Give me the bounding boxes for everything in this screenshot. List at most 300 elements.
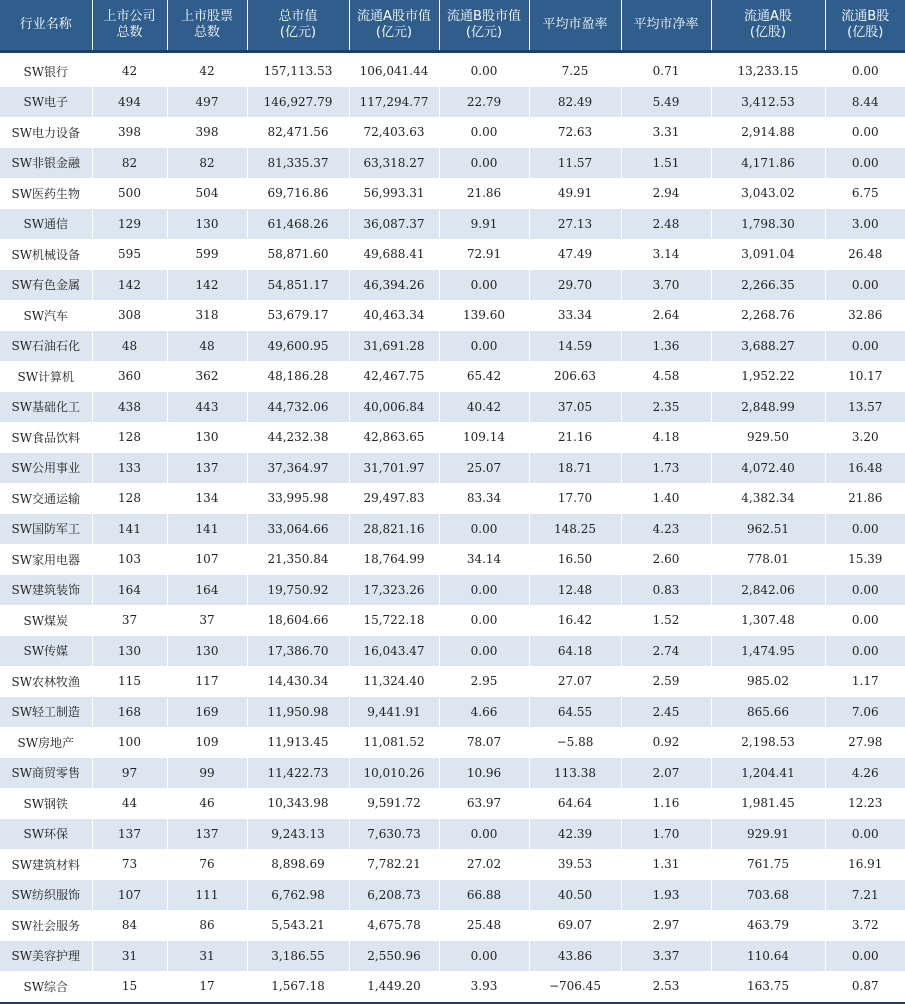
cell-listed-stocks: 134 [167,483,247,514]
cell-float-b-shares: 0.00 [825,575,905,606]
cell-avg-pe: 16.50 [529,544,621,575]
cell-float-a-shares: 865.66 [711,697,825,728]
cell-avg-pe: −706.45 [529,971,621,1003]
header-line: (亿股) [712,25,825,41]
cell-avg-pb: 0.83 [621,575,711,606]
cell-avg-pb: 0.71 [621,56,711,87]
table-row [0,758,905,789]
cell-total-market-cap: 157,113.53 [247,56,349,87]
table-row [0,819,905,850]
cell-float-b-cap: 25.07 [439,453,529,484]
cell-float-b-cap: 27.02 [439,849,529,880]
cell-industry-name: SW石油石化 [0,331,92,362]
cell-industry-name: SW建筑装饰 [0,575,92,606]
cell-total-market-cap: 9,243.13 [247,819,349,850]
cell-float-a-cap: 28,821.16 [349,514,439,545]
cell-float-b-cap: 0.00 [439,56,529,87]
cell-float-b-shares: 4.26 [825,758,905,789]
cell-float-a-shares: 2,268.76 [711,300,825,331]
cell-float-a-cap: 16,043.47 [349,636,439,667]
header-line: (亿元) [350,25,439,41]
cell-listed-stocks: 130 [167,422,247,453]
cell-industry-name: SW煤炭 [0,605,92,636]
cell-industry-name: SW综合 [0,971,92,1003]
cell-float-b-shares: 16.91 [825,849,905,880]
cell-float-b-shares: 12.23 [825,788,905,819]
cell-float-a-cap: 63,318.27 [349,148,439,179]
table-row [0,148,905,179]
header-line: 总数 [93,25,167,41]
cell-total-market-cap: 33,995.98 [247,483,349,514]
cell-listed-stocks: 42 [167,56,247,87]
cell-listed-stocks: 599 [167,239,247,270]
table-row [0,849,905,880]
table-row [0,117,905,148]
header-float-b-shares [825,0,905,52]
cell-float-a-cap: 31,701.97 [349,453,439,484]
cell-avg-pe: 42.39 [529,819,621,850]
cell-avg-pb: 2.48 [621,209,711,240]
cell-industry-name: SW非银金融 [0,148,92,179]
cell-avg-pb: 1.93 [621,880,711,911]
header-line: 平均市净率 [622,17,711,33]
cell-avg-pe: 16.42 [529,605,621,636]
cell-avg-pb: 4.23 [621,514,711,545]
cell-listed-stocks: 46 [167,788,247,819]
cell-float-b-cap: 0.00 [439,331,529,362]
table-row [0,300,905,331]
table-row [0,453,905,484]
cell-total-market-cap: 5,543.21 [247,910,349,941]
cell-listed-stocks: 99 [167,758,247,789]
cell-listed-stocks: 107 [167,544,247,575]
cell-float-b-shares: 27.98 [825,727,905,758]
cell-float-b-shares: 3.20 [825,422,905,453]
cell-listed-companies: 115 [92,666,167,697]
cell-avg-pb: 1.36 [621,331,711,362]
cell-listed-companies: 84 [92,910,167,941]
cell-listed-stocks: 130 [167,209,247,240]
cell-float-b-shares: 3.72 [825,910,905,941]
header-float-a-shares [711,0,825,52]
cell-float-a-cap: 11,081.52 [349,727,439,758]
cell-total-market-cap: 37,364.97 [247,453,349,484]
cell-float-a-shares: 761.75 [711,849,825,880]
cell-listed-stocks: 497 [167,87,247,118]
cell-avg-pe: 27.07 [529,666,621,697]
cell-avg-pb: 4.58 [621,361,711,392]
cell-avg-pb: 1.16 [621,788,711,819]
cell-industry-name: SW交通运输 [0,483,92,514]
cell-float-b-cap: 65.42 [439,361,529,392]
cell-avg-pe: 11.57 [529,148,621,179]
cell-avg-pe: 72.63 [529,117,621,148]
header-line: 平均市盈率 [530,17,621,33]
table-row [0,422,905,453]
header-line: (亿元) [248,25,349,41]
cell-float-a-cap: 1,449.20 [349,971,439,1003]
cell-float-b-cap: 0.00 [439,148,529,179]
cell-industry-name: SW医药生物 [0,178,92,209]
cell-industry-name: SW纺织服饰 [0,880,92,911]
cell-listed-stocks: 117 [167,666,247,697]
cell-listed-stocks: 76 [167,849,247,880]
cell-float-b-cap: 10.96 [439,758,529,789]
cell-float-b-shares: 10.17 [825,361,905,392]
cell-float-b-cap: 72.91 [439,239,529,270]
cell-total-market-cap: 81,335.37 [247,148,349,179]
cell-listed-companies: 141 [92,514,167,545]
cell-float-a-shares: 778.01 [711,544,825,575]
cell-industry-name: SW公用事业 [0,453,92,484]
cell-float-a-shares: 1,307.48 [711,605,825,636]
cell-float-a-shares: 13,233.15 [711,56,825,87]
cell-avg-pe: 7.25 [529,56,621,87]
cell-total-market-cap: 49,600.95 [247,331,349,362]
table-row [0,941,905,972]
cell-avg-pe: 64.18 [529,636,621,667]
cell-avg-pb: 5.49 [621,87,711,118]
cell-listed-stocks: 137 [167,453,247,484]
cell-avg-pb: 1.40 [621,483,711,514]
cell-listed-stocks: 130 [167,636,247,667]
table-row [0,636,905,667]
cell-float-b-cap: 0.00 [439,575,529,606]
cell-avg-pe: 47.49 [529,239,621,270]
cell-avg-pe: 33.34 [529,300,621,331]
cell-avg-pb: 1.73 [621,453,711,484]
header-row [0,0,905,52]
table-row [0,788,905,819]
cell-float-a-shares: 1,981.45 [711,788,825,819]
cell-listed-stocks: 504 [167,178,247,209]
cell-float-a-shares: 929.91 [711,819,825,850]
cell-avg-pb: 1.52 [621,605,711,636]
cell-float-b-shares: 0.00 [825,514,905,545]
header-line: 总市值 [248,9,349,25]
cell-float-b-shares: 6.75 [825,178,905,209]
cell-float-b-cap: 0.00 [439,636,529,667]
cell-total-market-cap: 44,732.06 [247,392,349,423]
cell-float-a-shares: 3,688.27 [711,331,825,362]
cell-avg-pe: 29.70 [529,270,621,301]
cell-total-market-cap: 21,350.84 [247,544,349,575]
cell-avg-pe: 17.70 [529,483,621,514]
cell-industry-name: SW电子 [0,87,92,118]
cell-listed-companies: 398 [92,117,167,148]
cell-float-a-cap: 117,294.77 [349,87,439,118]
cell-float-b-cap: 34.14 [439,544,529,575]
cell-float-b-cap: 40.42 [439,392,529,423]
cell-total-market-cap: 14,430.34 [247,666,349,697]
cell-listed-companies: 37 [92,605,167,636]
cell-float-b-cap: 83.34 [439,483,529,514]
cell-float-b-shares: 0.00 [825,605,905,636]
cell-avg-pb: 3.14 [621,239,711,270]
cell-float-a-cap: 49,688.41 [349,239,439,270]
header-float-a-cap [349,0,439,52]
cell-float-a-cap: 11,324.40 [349,666,439,697]
cell-float-a-cap: 9,591.72 [349,788,439,819]
cell-float-b-cap: 22.79 [439,87,529,118]
cell-listed-companies: 73 [92,849,167,880]
cell-listed-companies: 128 [92,422,167,453]
cell-total-market-cap: 17,386.70 [247,636,349,667]
cell-float-b-cap: 9.91 [439,209,529,240]
header-listed-companies [92,0,167,52]
cell-float-a-shares: 110.64 [711,941,825,972]
cell-industry-name: SW计算机 [0,361,92,392]
cell-listed-companies: 97 [92,758,167,789]
header-line: 上市股票 [168,9,247,25]
cell-listed-companies: 438 [92,392,167,423]
cell-float-a-cap: 29,497.83 [349,483,439,514]
cell-float-a-shares: 929.50 [711,422,825,453]
cell-avg-pb: 3.31 [621,117,711,148]
cell-float-b-shares: 0.00 [825,117,905,148]
cell-float-a-cap: 40,006.84 [349,392,439,423]
cell-avg-pe: 27.13 [529,209,621,240]
cell-industry-name: SW房地产 [0,727,92,758]
cell-float-b-cap: 3.93 [439,971,529,1003]
cell-listed-companies: 128 [92,483,167,514]
cell-float-a-cap: 18,764.99 [349,544,439,575]
cell-float-b-shares: 0.00 [825,56,905,87]
header-line: 流通A股 [712,9,825,25]
cell-float-b-shares: 21.86 [825,483,905,514]
cell-industry-name: SW传媒 [0,636,92,667]
cell-avg-pb: 3.37 [621,941,711,972]
cell-float-a-cap: 6,208.73 [349,880,439,911]
cell-avg-pb: 2.45 [621,697,711,728]
cell-listed-companies: 129 [92,209,167,240]
cell-industry-name: SW建筑材料 [0,849,92,880]
cell-avg-pe: 14.59 [529,331,621,362]
cell-listed-companies: 308 [92,300,167,331]
cell-float-b-cap: 78.07 [439,727,529,758]
table-row [0,239,905,270]
cell-industry-name: SW国防军工 [0,514,92,545]
cell-total-market-cap: 1,567.18 [247,971,349,1003]
cell-total-market-cap: 6,762.98 [247,880,349,911]
cell-float-a-cap: 56,993.31 [349,178,439,209]
cell-listed-companies: 142 [92,270,167,301]
cell-listed-companies: 164 [92,575,167,606]
table-row [0,361,905,392]
cell-total-market-cap: 53,679.17 [247,300,349,331]
cell-float-b-shares: 0.00 [825,819,905,850]
cell-listed-stocks: 169 [167,697,247,728]
header-total-market-cap [247,0,349,52]
cell-total-market-cap: 11,913.45 [247,727,349,758]
cell-float-b-shares: 32.86 [825,300,905,331]
header-line: (亿股) [826,25,905,41]
cell-float-b-cap: 0.00 [439,270,529,301]
cell-total-market-cap: 3,186.55 [247,941,349,972]
cell-float-a-shares: 3,091.04 [711,239,825,270]
cell-float-a-shares: 3,043.02 [711,178,825,209]
cell-float-a-cap: 10,010.26 [349,758,439,789]
cell-industry-name: SW商贸零售 [0,758,92,789]
table-row [0,483,905,514]
cell-industry-name: SW机械设备 [0,239,92,270]
cell-industry-name: SW通信 [0,209,92,240]
cell-avg-pe: 69.07 [529,910,621,941]
cell-industry-name: SW银行 [0,56,92,87]
cell-avg-pb: 2.53 [621,971,711,1003]
cell-float-b-shares: 0.87 [825,971,905,1003]
cell-total-market-cap: 10,343.98 [247,788,349,819]
cell-avg-pb: 0.92 [621,727,711,758]
cell-listed-companies: 360 [92,361,167,392]
cell-avg-pb: 2.97 [621,910,711,941]
cell-avg-pb: 2.60 [621,544,711,575]
cell-float-b-cap: 0.00 [439,117,529,148]
header-avg-pb [621,0,711,52]
cell-float-b-cap: 139.60 [439,300,529,331]
table-row [0,880,905,911]
cell-float-a-shares: 2,842.06 [711,575,825,606]
header-float-b-cap [439,0,529,52]
table-row [0,971,905,1003]
cell-float-a-cap: 31,691.28 [349,331,439,362]
cell-float-a-cap: 9,441.91 [349,697,439,728]
cell-float-a-cap: 72,403.63 [349,117,439,148]
cell-avg-pb: 2.59 [621,666,711,697]
cell-avg-pe: 43.86 [529,941,621,972]
cell-listed-stocks: 111 [167,880,247,911]
table-row [0,910,905,941]
cell-listed-stocks: 318 [167,300,247,331]
cell-float-a-shares: 2,266.35 [711,270,825,301]
cell-listed-companies: 100 [92,727,167,758]
cell-float-a-shares: 2,914.88 [711,117,825,148]
cell-avg-pe: 64.55 [529,697,621,728]
table-row [0,331,905,362]
cell-avg-pb: 2.35 [621,392,711,423]
cell-avg-pe: 206.63 [529,361,621,392]
cell-total-market-cap: 54,851.17 [247,270,349,301]
cell-listed-stocks: 48 [167,331,247,362]
cell-float-a-shares: 962.51 [711,514,825,545]
cell-industry-name: SW社会服务 [0,910,92,941]
cell-total-market-cap: 82,471.56 [247,117,349,148]
cell-avg-pb: 2.94 [621,178,711,209]
header-line: 流通B股 [826,9,905,25]
cell-float-b-shares: 26.48 [825,239,905,270]
cell-float-b-shares: 3.00 [825,209,905,240]
cell-listed-companies: 130 [92,636,167,667]
cell-industry-name: SW有色金属 [0,270,92,301]
cell-float-a-cap: 42,467.75 [349,361,439,392]
cell-listed-companies: 137 [92,819,167,850]
table-row [0,727,905,758]
cell-listed-companies: 107 [92,880,167,911]
cell-float-b-shares: 13.57 [825,392,905,423]
table-row [0,575,905,606]
cell-float-a-shares: 4,171.86 [711,148,825,179]
cell-listed-stocks: 362 [167,361,247,392]
cell-listed-companies: 44 [92,788,167,819]
header-line: 总数 [168,25,247,41]
cell-float-b-shares: 8.44 [825,87,905,118]
cell-avg-pe: 82.49 [529,87,621,118]
cell-float-a-cap: 40,463.34 [349,300,439,331]
cell-float-b-cap: 66.88 [439,880,529,911]
cell-avg-pb: 4.18 [621,422,711,453]
cell-total-market-cap: 44,232.38 [247,422,349,453]
cell-float-b-shares: 0.00 [825,941,905,972]
cell-industry-name: SW环保 [0,819,92,850]
cell-float-a-cap: 17,323.26 [349,575,439,606]
table-row [0,209,905,240]
cell-avg-pe: 64.64 [529,788,621,819]
table-row [0,392,905,423]
cell-industry-name: SW农林牧渔 [0,666,92,697]
cell-avg-pe: 12.48 [529,575,621,606]
cell-float-b-cap: 4.66 [439,697,529,728]
header-avg-pe [529,0,621,52]
cell-float-b-shares: 16.48 [825,453,905,484]
cell-float-b-shares: 15.39 [825,544,905,575]
cell-float-a-shares: 2,198.53 [711,727,825,758]
cell-avg-pb: 1.70 [621,819,711,850]
cell-float-b-shares: 7.21 [825,880,905,911]
cell-float-a-shares: 463.79 [711,910,825,941]
cell-float-b-shares: 1.17 [825,666,905,697]
cell-avg-pe: 21.16 [529,422,621,453]
cell-float-b-cap: 0.00 [439,605,529,636]
cell-industry-name: SW电力设备 [0,117,92,148]
cell-listed-companies: 133 [92,453,167,484]
cell-float-b-shares: 0.00 [825,331,905,362]
cell-listed-stocks: 142 [167,270,247,301]
table-row [0,56,905,87]
cell-industry-name: SW食品饮料 [0,422,92,453]
cell-listed-companies: 48 [92,331,167,362]
cell-industry-name: SW轻工制造 [0,697,92,728]
cell-float-a-shares: 4,072.40 [711,453,825,484]
cell-float-a-shares: 4,382.34 [711,483,825,514]
cell-avg-pb: 2.74 [621,636,711,667]
cell-industry-name: SW基础化工 [0,392,92,423]
cell-total-market-cap: 18,604.66 [247,605,349,636]
cell-listed-companies: 595 [92,239,167,270]
cell-listed-stocks: 141 [167,514,247,545]
cell-float-b-shares: 0.00 [825,148,905,179]
cell-float-a-cap: 106,041.44 [349,56,439,87]
header-line: 行业名称 [0,17,92,33]
cell-float-a-shares: 1,204.41 [711,758,825,789]
cell-listed-stocks: 31 [167,941,247,972]
header-line: 上市公司 [93,9,167,25]
cell-listed-stocks: 37 [167,605,247,636]
cell-float-a-cap: 46,394.26 [349,270,439,301]
cell-float-a-shares: 703.68 [711,880,825,911]
cell-total-market-cap: 61,468.26 [247,209,349,240]
cell-float-b-cap: 0.00 [439,514,529,545]
cell-total-market-cap: 58,871.60 [247,239,349,270]
cell-avg-pe: 113.38 [529,758,621,789]
cell-float-b-shares: 7.06 [825,697,905,728]
cell-total-market-cap: 11,422.73 [247,758,349,789]
cell-listed-companies: 168 [92,697,167,728]
cell-listed-companies: 31 [92,941,167,972]
cell-avg-pe: 148.25 [529,514,621,545]
cell-float-b-cap: 0.00 [439,941,529,972]
cell-avg-pb: 2.64 [621,300,711,331]
cell-total-market-cap: 11,950.98 [247,697,349,728]
